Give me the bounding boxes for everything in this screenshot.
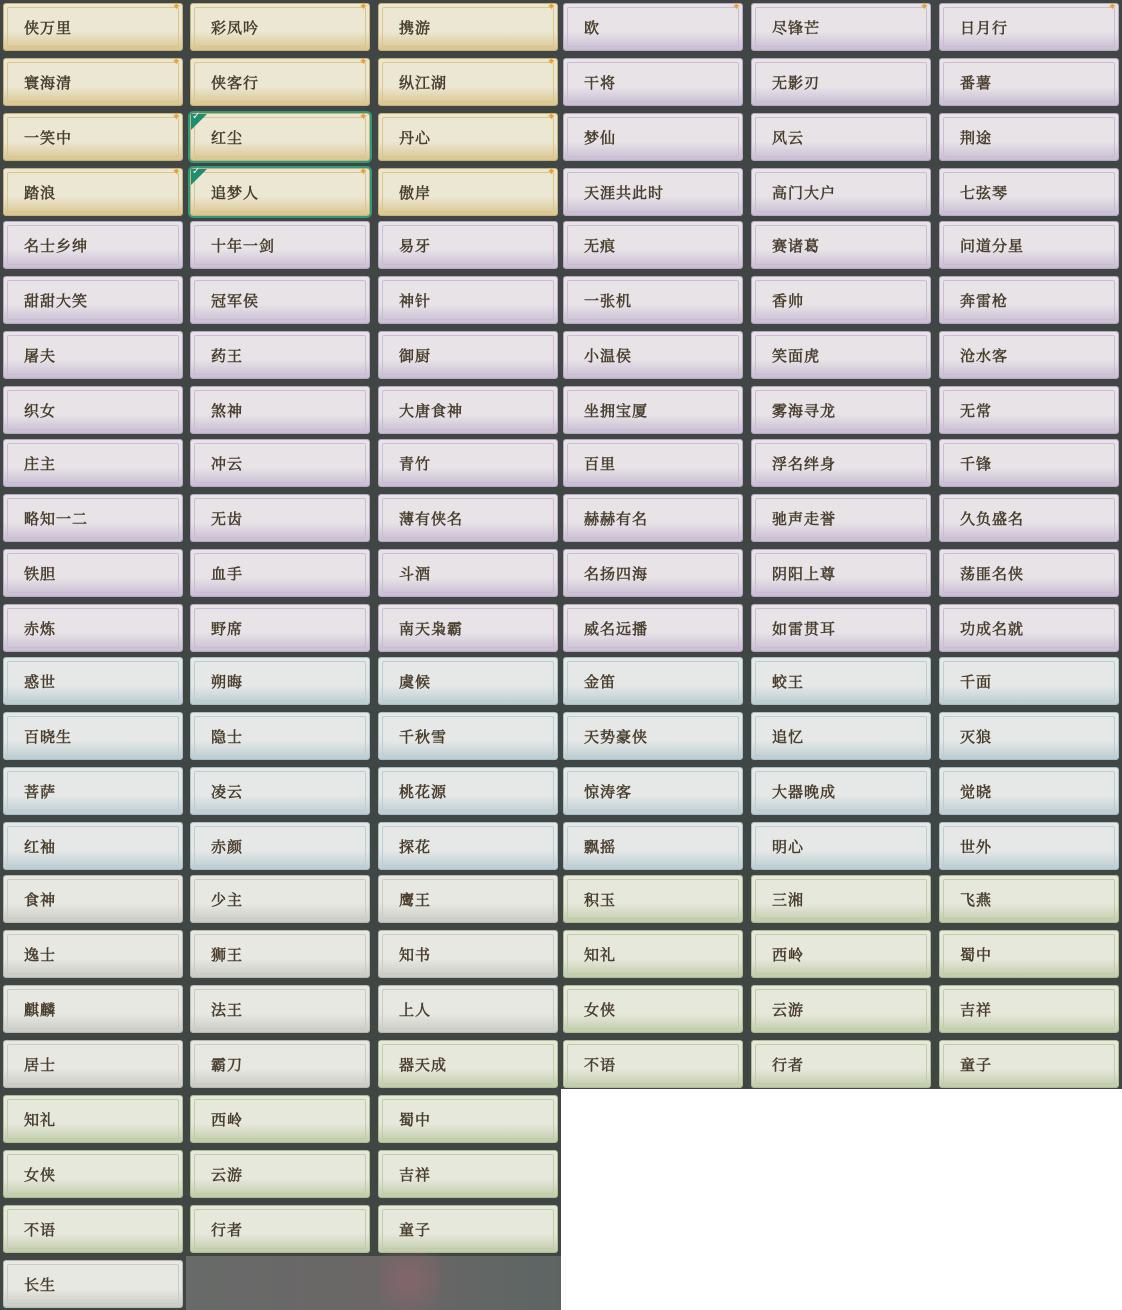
- title-card[interactable]: [378, 549, 558, 597]
- title-card-label: 野席: [211, 619, 244, 638]
- title-card-label: 童子: [960, 1055, 993, 1074]
- title-card[interactable]: [563, 875, 743, 923]
- title-card[interactable]: [378, 1040, 558, 1088]
- title-card-label: 吉祥: [960, 1000, 993, 1019]
- title-card[interactable]: [3, 930, 183, 978]
- title-card-label: 赛诸葛: [772, 236, 821, 255]
- title-card-label: 御厨: [399, 346, 432, 365]
- title-card[interactable]: [378, 657, 558, 705]
- title-card-label: 天涯共此时: [584, 183, 665, 202]
- title-card[interactable]: [751, 58, 931, 106]
- title-card-label: 霸刀: [211, 1055, 244, 1074]
- title-card-label: 红尘: [211, 128, 244, 147]
- title-card[interactable]: [563, 822, 743, 870]
- title-card-label: 傲岸: [399, 183, 432, 202]
- title-card[interactable]: [3, 1040, 183, 1088]
- title-card-label: 南天枭霸: [399, 619, 464, 638]
- title-card-label: 易牙: [399, 236, 432, 255]
- title-card[interactable]: [378, 1150, 558, 1198]
- title-card[interactable]: [563, 221, 743, 269]
- title-card[interactable]: [3, 822, 183, 870]
- title-card-label: 积玉: [584, 890, 617, 909]
- title-card-label: 携游: [399, 18, 432, 37]
- new-sparkle-icon: ✦: [919, 0, 929, 13]
- title-card-label: 寰海清: [24, 73, 73, 92]
- title-card-label: 行者: [211, 1220, 244, 1239]
- title-card[interactable]: [3, 875, 183, 923]
- title-card-label: 追梦人: [211, 183, 260, 202]
- title-card-label: 西岭: [211, 1110, 244, 1129]
- title-card-label: 冠军侯: [211, 291, 260, 310]
- title-card-label: 云游: [211, 1165, 244, 1184]
- title-card[interactable]: [939, 657, 1119, 705]
- title-card[interactable]: [751, 875, 931, 923]
- title-card-label: 屠夫: [24, 346, 57, 365]
- title-card-label: 浮名绊身: [772, 454, 837, 473]
- title-card-label: 明心: [772, 837, 805, 856]
- title-card-label: 荆途: [960, 128, 993, 147]
- title-card-label: 欧: [584, 18, 601, 37]
- title-card[interactable]: [939, 985, 1119, 1033]
- title-card-label: 丹心: [399, 128, 432, 147]
- title-card[interactable]: [378, 386, 558, 434]
- title-card-label: 长生: [24, 1275, 57, 1294]
- title-card-label: 笑面虎: [772, 346, 821, 365]
- title-card[interactable]: [563, 712, 743, 760]
- title-card[interactable]: [939, 930, 1119, 978]
- title-card[interactable]: [378, 331, 558, 379]
- title-card-label: 煞神: [211, 401, 244, 420]
- title-card[interactable]: [3, 1260, 183, 1308]
- title-card-label: 无痕: [584, 236, 617, 255]
- title-card-label: 童子: [399, 1220, 432, 1239]
- title-card-label: 雾海寻龙: [772, 401, 837, 420]
- title-card[interactable]: [3, 0, 183, 51]
- title-card[interactable]: [3, 494, 183, 542]
- title-card-label: 威名远播: [584, 619, 649, 638]
- title-card-label: 千锋: [960, 454, 993, 473]
- title-card[interactable]: [3, 386, 183, 434]
- new-sparkle-icon: ✦: [358, 55, 368, 68]
- title-card-label: 十年一剑: [211, 236, 276, 255]
- title-card[interactable]: [939, 875, 1119, 923]
- title-card[interactable]: [190, 712, 370, 760]
- title-card-label: 风云: [772, 128, 805, 147]
- title-card[interactable]: [939, 712, 1119, 760]
- title-card[interactable]: [190, 767, 370, 815]
- title-card[interactable]: [378, 875, 558, 923]
- title-card-label: 久负盛名: [960, 509, 1025, 528]
- title-card[interactable]: [378, 985, 558, 1033]
- title-card[interactable]: [751, 549, 931, 597]
- title-card[interactable]: [3, 767, 183, 815]
- title-card[interactable]: [190, 875, 370, 923]
- title-card-label: 天势豪侠: [584, 727, 649, 746]
- title-card[interactable]: [563, 494, 743, 542]
- title-card-label: 行者: [772, 1055, 805, 1074]
- title-card-label: 功成名就: [960, 619, 1025, 638]
- title-card-label: 梦仙: [584, 128, 617, 147]
- title-card-label: 探花: [399, 837, 432, 856]
- title-card[interactable]: [3, 221, 183, 269]
- title-card-label: 阴阳上尊: [772, 564, 837, 583]
- title-card-label: 隐士: [211, 727, 244, 746]
- title-card-label: 器天成: [399, 1055, 448, 1074]
- title-card[interactable]: [939, 113, 1119, 161]
- title-card[interactable]: [3, 331, 183, 379]
- title-card[interactable]: [190, 165, 370, 216]
- title-card-label: 菩萨: [24, 782, 57, 801]
- title-card-label: 问道分星: [960, 236, 1025, 255]
- checkmark-icon: ✓: [192, 111, 201, 122]
- title-card[interactable]: [939, 439, 1119, 487]
- title-card[interactable]: [563, 767, 743, 815]
- title-card-label: 世外: [960, 837, 993, 856]
- title-card[interactable]: [378, 276, 558, 324]
- title-card[interactable]: [190, 55, 370, 106]
- title-card-label: 高门大户: [772, 183, 837, 202]
- new-sparkle-icon: ✦: [546, 110, 556, 123]
- title-card[interactable]: [751, 604, 931, 652]
- title-card[interactable]: [3, 985, 183, 1033]
- title-card-label: 甜甜大笑: [24, 291, 89, 310]
- title-card-label: 番薯: [960, 73, 993, 92]
- title-card-label: 狮王: [211, 945, 244, 964]
- title-card[interactable]: [378, 165, 558, 216]
- title-card-label: 香帅: [772, 291, 805, 310]
- title-card[interactable]: [190, 221, 370, 269]
- title-card[interactable]: [190, 386, 370, 434]
- title-card-label: 逸士: [24, 945, 57, 964]
- title-card-label: 飞燕: [960, 890, 993, 909]
- title-card-label: 大唐食神: [399, 401, 464, 420]
- title-card[interactable]: [3, 439, 183, 487]
- title-card[interactable]: [751, 1040, 931, 1088]
- title-card[interactable]: [939, 822, 1119, 870]
- title-card-label: 百里: [584, 454, 617, 473]
- title-card-label: 干将: [584, 73, 617, 92]
- title-card-label: 尽锋芒: [772, 18, 821, 37]
- title-card[interactable]: [3, 549, 183, 597]
- new-sparkle-icon: ✦: [546, 0, 556, 13]
- title-card[interactable]: [751, 221, 931, 269]
- title-card[interactable]: [939, 494, 1119, 542]
- title-card-label: 觉晓: [960, 782, 993, 801]
- new-sparkle-icon: ✦: [546, 55, 556, 68]
- title-card[interactable]: [190, 494, 370, 542]
- title-card-label: 驰声走誉: [772, 509, 837, 528]
- title-card[interactable]: [190, 439, 370, 487]
- title-card-label: 不语: [24, 1220, 57, 1239]
- title-card-label: 不语: [584, 1055, 617, 1074]
- title-card-label: 冲云: [211, 454, 244, 473]
- title-card[interactable]: [563, 439, 743, 487]
- title-card[interactable]: [378, 221, 558, 269]
- title-card-label: 女侠: [24, 1165, 57, 1184]
- title-card[interactable]: [190, 985, 370, 1033]
- title-card[interactable]: [190, 1150, 370, 1198]
- title-card-label: 踏浪: [24, 183, 57, 202]
- new-sparkle-icon: ✦: [171, 55, 181, 68]
- title-card[interactable]: [939, 58, 1119, 106]
- title-card[interactable]: [190, 0, 370, 51]
- title-card-label: 蛟王: [772, 672, 805, 691]
- title-card-label: 红袖: [24, 837, 57, 856]
- title-card[interactable]: [563, 386, 743, 434]
- title-card[interactable]: [563, 549, 743, 597]
- new-sparkle-icon: ✦: [731, 0, 741, 13]
- title-card-label: 斗酒: [399, 564, 432, 583]
- title-card-label: 无齿: [211, 509, 244, 528]
- title-card[interactable]: [751, 930, 931, 978]
- title-card-label: 知书: [399, 945, 432, 964]
- title-card[interactable]: [3, 276, 183, 324]
- title-card[interactable]: [190, 1040, 370, 1088]
- title-card-label: 彩凤吟: [211, 18, 260, 37]
- title-card[interactable]: [378, 1205, 558, 1253]
- title-card-label: 荡匪名侠: [960, 564, 1025, 583]
- title-card[interactable]: [563, 985, 743, 1033]
- title-card[interactable]: [751, 0, 931, 51]
- title-card[interactable]: [563, 604, 743, 652]
- title-card[interactable]: [563, 331, 743, 379]
- title-card-label: 蜀中: [399, 1110, 432, 1129]
- title-card[interactable]: [563, 0, 743, 51]
- title-card[interactable]: [939, 276, 1119, 324]
- title-card[interactable]: [378, 930, 558, 978]
- title-card-label: 无影刃: [772, 73, 821, 92]
- title-card[interactable]: [190, 1095, 370, 1143]
- title-card-label: 小温侯: [584, 346, 633, 365]
- title-card-label: 凌云: [211, 782, 244, 801]
- checkmark-icon: ✓: [192, 166, 201, 177]
- title-card-label: 法王: [211, 1000, 244, 1019]
- title-card-label: 赫赫有名: [584, 509, 649, 528]
- new-sparkle-icon: ✦: [171, 0, 181, 13]
- title-card-label: 灭狼: [960, 727, 993, 746]
- title-card[interactable]: [190, 604, 370, 652]
- title-card-label: 药王: [211, 346, 244, 365]
- title-card-label: 惊涛客: [584, 782, 633, 801]
- new-sparkle-icon: ✦: [171, 110, 181, 123]
- title-card-label: 侠客行: [211, 73, 260, 92]
- title-card-label: 一张机: [584, 291, 633, 310]
- title-card[interactable]: [751, 822, 931, 870]
- new-sparkle-icon: ✦: [358, 110, 368, 123]
- title-card-label: 织女: [24, 401, 57, 420]
- title-card[interactable]: [190, 110, 370, 161]
- title-card[interactable]: [563, 113, 743, 161]
- title-card-label: 吉祥: [399, 1165, 432, 1184]
- title-card-label: 桃花源: [399, 782, 448, 801]
- new-sparkle-icon: ✦: [546, 165, 556, 178]
- title-card-label: 鹰王: [399, 890, 432, 909]
- title-card-label: 日月行: [960, 18, 1009, 37]
- title-card[interactable]: [939, 549, 1119, 597]
- title-card[interactable]: [190, 930, 370, 978]
- title-card-label: 略知一二: [24, 509, 89, 528]
- title-card[interactable]: [563, 657, 743, 705]
- title-card-label: 铁胆: [24, 564, 57, 583]
- title-card[interactable]: [3, 1095, 183, 1143]
- title-card-label: 千面: [960, 672, 993, 691]
- title-card-label: 麒麟: [24, 1000, 57, 1019]
- title-card-label: 朔晦: [211, 672, 244, 691]
- title-card[interactable]: [751, 712, 931, 760]
- title-card[interactable]: [3, 110, 183, 161]
- title-card[interactable]: [378, 55, 558, 106]
- title-card[interactable]: [939, 1040, 1119, 1088]
- new-sparkle-icon: ✦: [171, 165, 181, 178]
- title-card-label: 名扬四海: [584, 564, 649, 583]
- title-card-label: 三湘: [772, 890, 805, 909]
- title-card[interactable]: [190, 822, 370, 870]
- title-card-label: 知礼: [584, 945, 617, 964]
- title-card-label: 惑世: [24, 672, 57, 691]
- title-card[interactable]: [939, 331, 1119, 379]
- title-card[interactable]: [3, 55, 183, 106]
- title-card[interactable]: [939, 221, 1119, 269]
- title-card[interactable]: [563, 58, 743, 106]
- title-card-label: 无常: [960, 401, 993, 420]
- title-card[interactable]: [939, 767, 1119, 815]
- title-card[interactable]: [3, 604, 183, 652]
- title-card[interactable]: [563, 930, 743, 978]
- title-card[interactable]: [751, 657, 931, 705]
- title-card-label: 虞候: [399, 672, 432, 691]
- new-sparkle-icon: ✦: [1107, 0, 1117, 13]
- title-card[interactable]: [378, 439, 558, 487]
- title-card-label: 赤炼: [24, 619, 57, 638]
- title-card[interactable]: [563, 168, 743, 216]
- title-card-label: 侠万里: [24, 18, 73, 37]
- title-card[interactable]: [378, 604, 558, 652]
- title-card-label: 名士乡绅: [24, 236, 89, 255]
- title-card[interactable]: [3, 1205, 183, 1253]
- title-card[interactable]: [190, 331, 370, 379]
- title-card[interactable]: [190, 276, 370, 324]
- new-sparkle-icon: ✦: [358, 165, 368, 178]
- title-card-label: 一笑中: [24, 128, 73, 147]
- title-card-label: 神针: [399, 291, 432, 310]
- title-card[interactable]: [3, 165, 183, 216]
- title-card[interactable]: [751, 276, 931, 324]
- title-card-label: 沧水客: [960, 346, 1009, 365]
- title-card[interactable]: [3, 1150, 183, 1198]
- title-card[interactable]: [939, 604, 1119, 652]
- title-card[interactable]: [751, 168, 931, 216]
- title-card-label: 如雷贯耳: [772, 619, 837, 638]
- title-card-label: 赤颜: [211, 837, 244, 856]
- title-card[interactable]: [378, 110, 558, 161]
- title-card[interactable]: [751, 494, 931, 542]
- title-card-label: 血手: [211, 564, 244, 583]
- title-card-label: 奔雷枪: [960, 291, 1009, 310]
- title-card-label: 追忆: [772, 727, 805, 746]
- title-card-label: 居士: [24, 1055, 57, 1074]
- title-card[interactable]: [563, 276, 743, 324]
- title-card-label: 金笛: [584, 672, 617, 691]
- title-card[interactable]: [378, 822, 558, 870]
- title-card[interactable]: [3, 712, 183, 760]
- title-card-label: 上人: [399, 1000, 432, 1019]
- title-card[interactable]: [190, 1205, 370, 1253]
- title-card[interactable]: [751, 767, 931, 815]
- title-card[interactable]: [378, 1095, 558, 1143]
- title-card[interactable]: [378, 767, 558, 815]
- title-card-label: 薄有侠名: [399, 509, 464, 528]
- title-card[interactable]: [3, 657, 183, 705]
- title-card-label: 西岭: [772, 945, 805, 964]
- title-card[interactable]: [378, 712, 558, 760]
- title-card[interactable]: [563, 1040, 743, 1088]
- title-card[interactable]: [190, 549, 370, 597]
- bottom-empty-area: [186, 1256, 561, 1310]
- title-card[interactable]: [751, 113, 931, 161]
- title-card-label: 庄主: [24, 454, 57, 473]
- title-card-label: 百晓生: [24, 727, 73, 746]
- title-card-label: 女侠: [584, 1000, 617, 1019]
- new-sparkle-icon: ✦: [358, 0, 368, 13]
- title-card[interactable]: [378, 494, 558, 542]
- title-card[interactable]: [190, 657, 370, 705]
- title-card-label: 少主: [211, 890, 244, 909]
- title-card-label: 纵江湖: [399, 73, 448, 92]
- title-card-label: 千秋雪: [399, 727, 448, 746]
- title-card[interactable]: [939, 386, 1119, 434]
- title-card[interactable]: [939, 0, 1119, 51]
- title-card[interactable]: [939, 168, 1119, 216]
- title-card-label: 云游: [772, 1000, 805, 1019]
- title-card[interactable]: [751, 439, 931, 487]
- title-card[interactable]: [751, 331, 931, 379]
- title-card-label: 大器晚成: [772, 782, 837, 801]
- title-card[interactable]: [751, 386, 931, 434]
- title-card-label: 蜀中: [960, 945, 993, 964]
- bottom-blur-shape: [380, 1250, 440, 1310]
- title-card-label: 飘摇: [584, 837, 617, 856]
- title-card[interactable]: [378, 0, 558, 51]
- title-card-label: 食神: [24, 890, 57, 909]
- title-card-label: 七弦琴: [960, 183, 1009, 202]
- title-card-label: 青竹: [399, 454, 432, 473]
- title-card-label: 坐拥宝厦: [584, 401, 649, 420]
- title-card-label: 知礼: [24, 1110, 57, 1129]
- title-card[interactable]: [751, 985, 931, 1033]
